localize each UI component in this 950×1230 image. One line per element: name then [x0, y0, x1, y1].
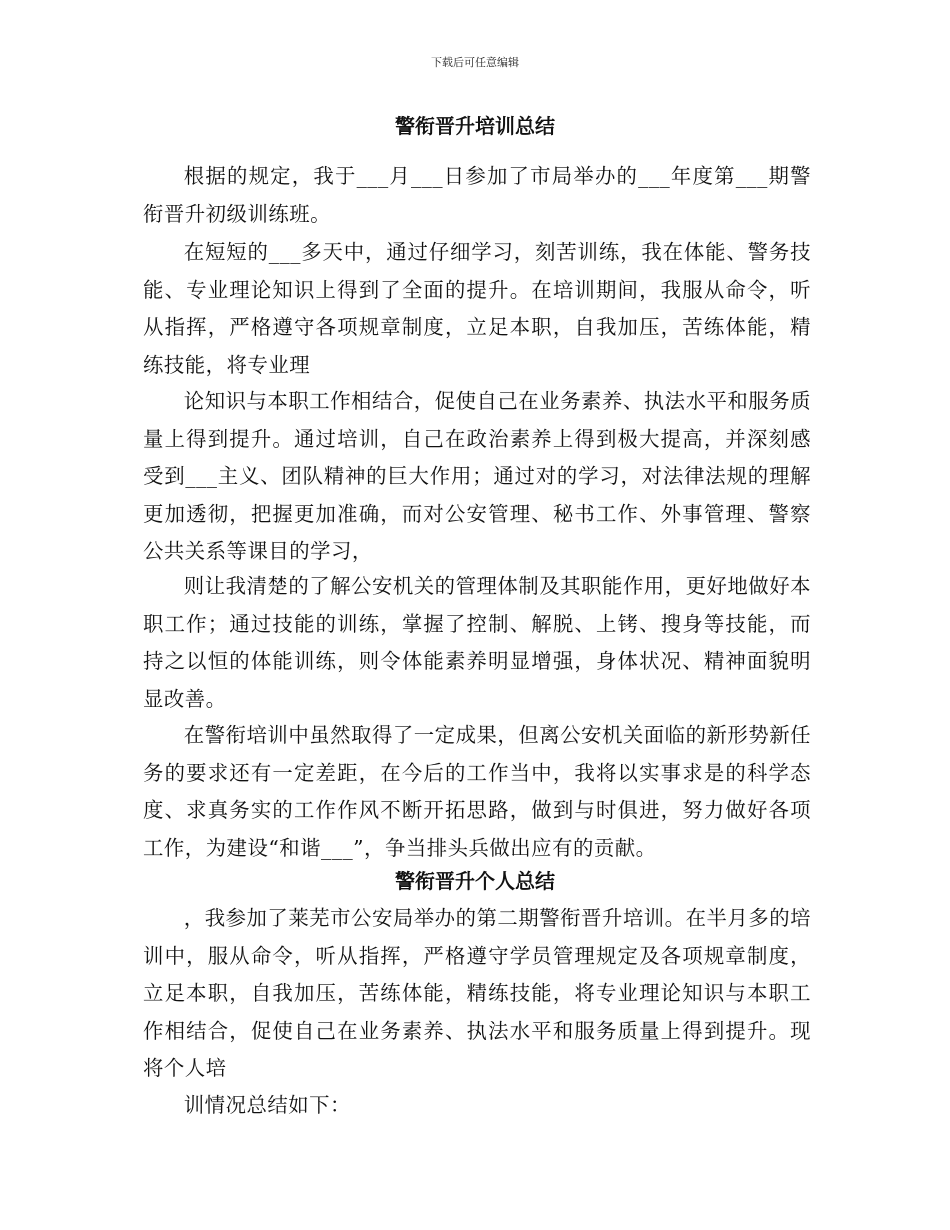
paragraph: 在警衔培训中虽然取得了一定成果，但离公安机关面临的新形势新任务的要求还有一定差距，在今后的工作当中，我将以实事求是的科学态度、求真务实的工作作风不断开拓思路，做到与时俱进，努力做好各项工作，为建设“和谐___”，争当排头兵做出应有的贡献。	[143, 723, 811, 860]
paragraph: 论知识与本职工作相结合，促使自己在业务素养、执法水平和服务质量上得到提升。通过培训，自己在政治素养上得到极大提高，并深刻感受到___主义、团队精神的巨大作用；通过对的学习，对法律法规的理解更加透彻，把握更加准确，而对公安管理、秘书工作、外事管理、警察公共关系等课目的学习，	[143, 389, 811, 563]
section-title: 警衔晋升个人总结	[395, 869, 555, 893]
paragraph: 则让我清楚的了解公安机关的管理体制及其职能作用，更好地做好本职工作；通过技能的训练，掌握了控制、解脱、上铐、搜身等技能，而持之以恒的体能训练，则令体能素养明显增强，身体状况、精神面貌明显改善。	[143, 574, 811, 711]
document-title: 警衔晋升培训总结	[395, 114, 555, 138]
paragraph: ，我参加了莱芜市公安局举办的第二期警衔晋升培训。在半月多的培训中，服从命令，听从指挥，严格遵守学员管理规定及各项规章制度，立足本职，自我加压，苦练体能，精练技能，将专业理论知识与本职工作相结合，促使自己在业务素养、执法水平和服务质量上得到提升。现将个人培	[143, 906, 811, 1080]
paragraph: 根据的规定，我于___月___日参加了市局举办的___年度第___期警衔晋升初级训练班。	[143, 164, 811, 226]
paragraph: 在短短的___多天中，通过仔细学习，刻苦训练，我在体能、警务技能、专业理论知识上得到了全面的提升。在培训期间，我服从命令，听从指挥，严格遵守各项规章制度，立足本职，自我加压，苦练体能，精练技能，将专业理	[143, 240, 811, 377]
header-note: 下载后可任意编辑	[431, 56, 519, 69]
paragraph: 训情况总结如下：	[183, 1093, 351, 1117]
